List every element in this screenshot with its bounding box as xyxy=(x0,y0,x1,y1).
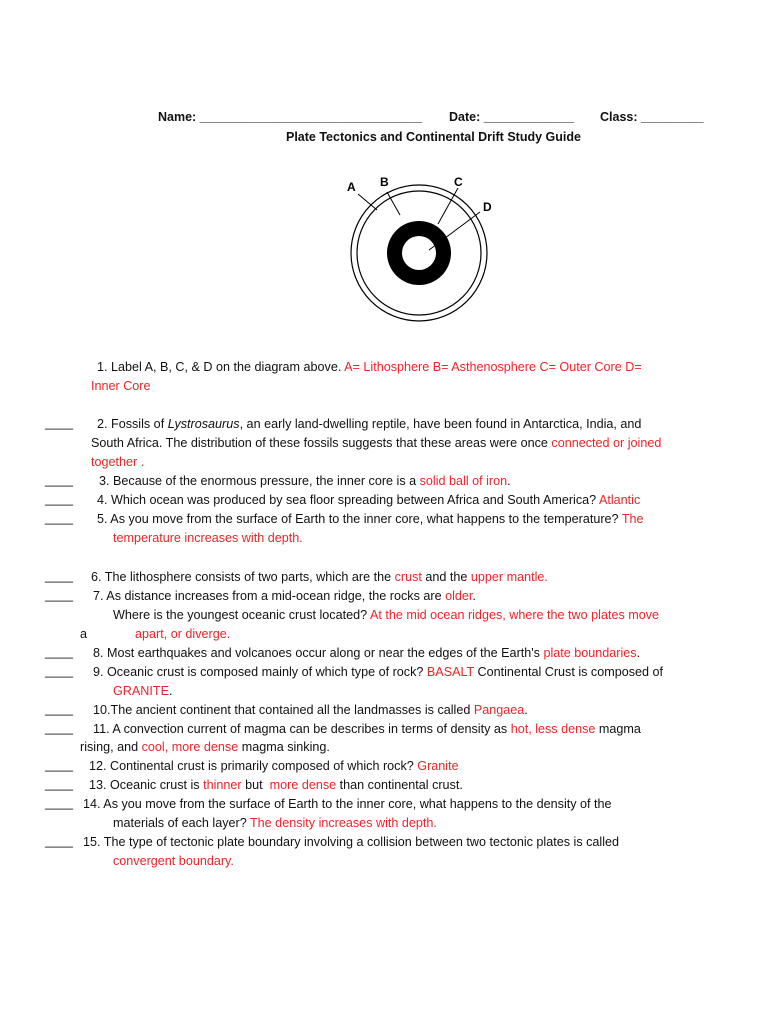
answer-blank-13[interactable]: ____ xyxy=(45,777,74,791)
pointer-b xyxy=(387,192,400,215)
answer-2-cont: together . xyxy=(91,455,145,469)
marker-a: a xyxy=(80,627,88,641)
diagram-label-b: B xyxy=(380,175,389,189)
question-12: 12. Continental crust is primarily composed of which rock? Granite xyxy=(89,759,459,773)
diagram-label-c: C xyxy=(454,175,463,189)
answer-9b: GRANITE xyxy=(113,684,169,698)
answer-blank-4[interactable]: ____ xyxy=(45,492,74,506)
question-4: 4. Which ocean was produced by sea floor spreading between Africa and South America? Atlantic xyxy=(97,493,641,507)
question-14: 14. As you move from the surface of Earth to the inner core, what happens to the density of the xyxy=(83,797,612,811)
answer-1: A= Lithosphere B= Asthenosphere C= Outer Core D= xyxy=(344,360,642,374)
answer-14: The density increases with depth. xyxy=(249,816,437,830)
answer-10: Pangaea xyxy=(473,703,525,717)
question-9-line2: GRANITE. xyxy=(113,684,173,698)
answer-5: The xyxy=(621,512,644,526)
question-1: 1. Label A, B, C, & D on the diagram above. A= Lithosphere B= Asthenosphere C= Outer Core D= xyxy=(97,360,642,374)
answer-6b: upper mantle. xyxy=(470,570,548,584)
question-7-line2: Where is the youngest oceanic crust located? At the mid ocean ridges, where the two plates move xyxy=(113,608,660,622)
answer-3: solid ball of iron xyxy=(419,474,508,488)
class-field-label: Class: _________ xyxy=(600,110,704,124)
answer-11b: cool, more dense xyxy=(141,740,239,754)
question-10: 10.The ancient continent that contained all the landmasses is called Pangaea. xyxy=(93,703,528,717)
question-5: 5. As you move from the surface of Earth to the inner core, what happens to the temperature? The xyxy=(97,512,644,526)
answer-5-cont: temperature increases with depth. xyxy=(113,531,303,545)
question-11: 11. A convection current of magma can be describes in terms of density as hot, less dense magma xyxy=(93,722,641,736)
answer-blank-7[interactable]: ____ xyxy=(45,588,74,602)
answer-7: older xyxy=(445,589,473,603)
question-15: 15. The type of tectonic plate boundary involving a collision between two tectonic plates is called xyxy=(83,835,620,849)
answer-2: connected or joined xyxy=(551,436,662,450)
question-11-line2: rising, and cool, more dense magma sinking. xyxy=(80,740,330,754)
answer-13a: thinner xyxy=(203,778,242,792)
date-field-label: Date: _____________ xyxy=(449,110,575,124)
answer-4: Atlantic xyxy=(598,493,641,507)
answer-blank-9[interactable]: ____ xyxy=(45,664,74,678)
answer-8: plate boundaries xyxy=(543,646,637,660)
name-field-label: Name: ________________________________ xyxy=(158,110,423,124)
question-13: 13. Oceanic crust is thinner but more dense than continental crust. xyxy=(89,778,463,792)
answer-blank-2[interactable]: ____ xyxy=(45,416,74,430)
answer-1-cont: Inner Core xyxy=(91,379,151,393)
earth-layers-diagram xyxy=(330,168,510,358)
answer-blank-10[interactable]: ____ xyxy=(45,702,74,716)
answer-blank-5[interactable]: ____ xyxy=(45,511,74,525)
question-14-line2: materials of each layer? The density increases with depth. xyxy=(113,816,437,830)
question-7: 7. As distance increases from a mid-ocean ridge, the rocks are older. xyxy=(93,589,476,603)
answer-blank-15[interactable]: ____ xyxy=(45,834,74,848)
question-2: 2. Fossils of Lystrosaurus, an early land-dwelling reptile, have been found in Antarctica, India, and xyxy=(97,417,642,431)
answer-blank-14[interactable]: ____ xyxy=(45,796,74,810)
question-6: 6. The lithosphere consists of two parts, which are the crust and the upper mantle. xyxy=(91,570,548,584)
answer-7b-cont: apart, or diverge. xyxy=(135,627,231,641)
question-2-line2: South Africa. The distribution of these fossils suggests that these areas were once connected or joined xyxy=(91,436,662,450)
answer-blank-12[interactable]: ____ xyxy=(45,758,74,772)
answer-15: convergent boundary. xyxy=(113,854,234,868)
inner-core xyxy=(402,236,436,270)
answer-blank-8[interactable]: ____ xyxy=(45,645,74,659)
answer-blank-3[interactable]: ____ xyxy=(45,473,74,487)
question-9: 9. Oceanic crust is composed mainly of which type of rock? BASALT Continental Crust is composed of xyxy=(93,665,664,679)
answer-blank-6[interactable]: ____ xyxy=(45,569,74,583)
answer-blank-11[interactable]: ____ xyxy=(45,721,74,735)
question-3: 3. Because of the enormous pressure, the inner core is a solid ball of iron. xyxy=(99,474,511,488)
diagram-label-d: D xyxy=(483,200,492,214)
answer-13b: more dense xyxy=(269,778,337,792)
pointer-c xyxy=(438,188,458,224)
answer-6a: crust xyxy=(394,570,422,584)
question-8: 8. Most earthquakes and volcanoes occur along or near the edges of the Earth's plate boundaries. xyxy=(93,646,641,660)
answer-12: Granite xyxy=(417,759,459,773)
answer-11a: hot, less dense xyxy=(510,722,596,736)
diagram-label-a: A xyxy=(347,180,356,194)
answer-7b: At the mid ocean ridges, where the two plates move xyxy=(369,608,660,622)
page-title: Plate Tectonics and Continental Drift Study Guide xyxy=(286,130,581,144)
answer-9a: BASALT xyxy=(426,665,475,679)
